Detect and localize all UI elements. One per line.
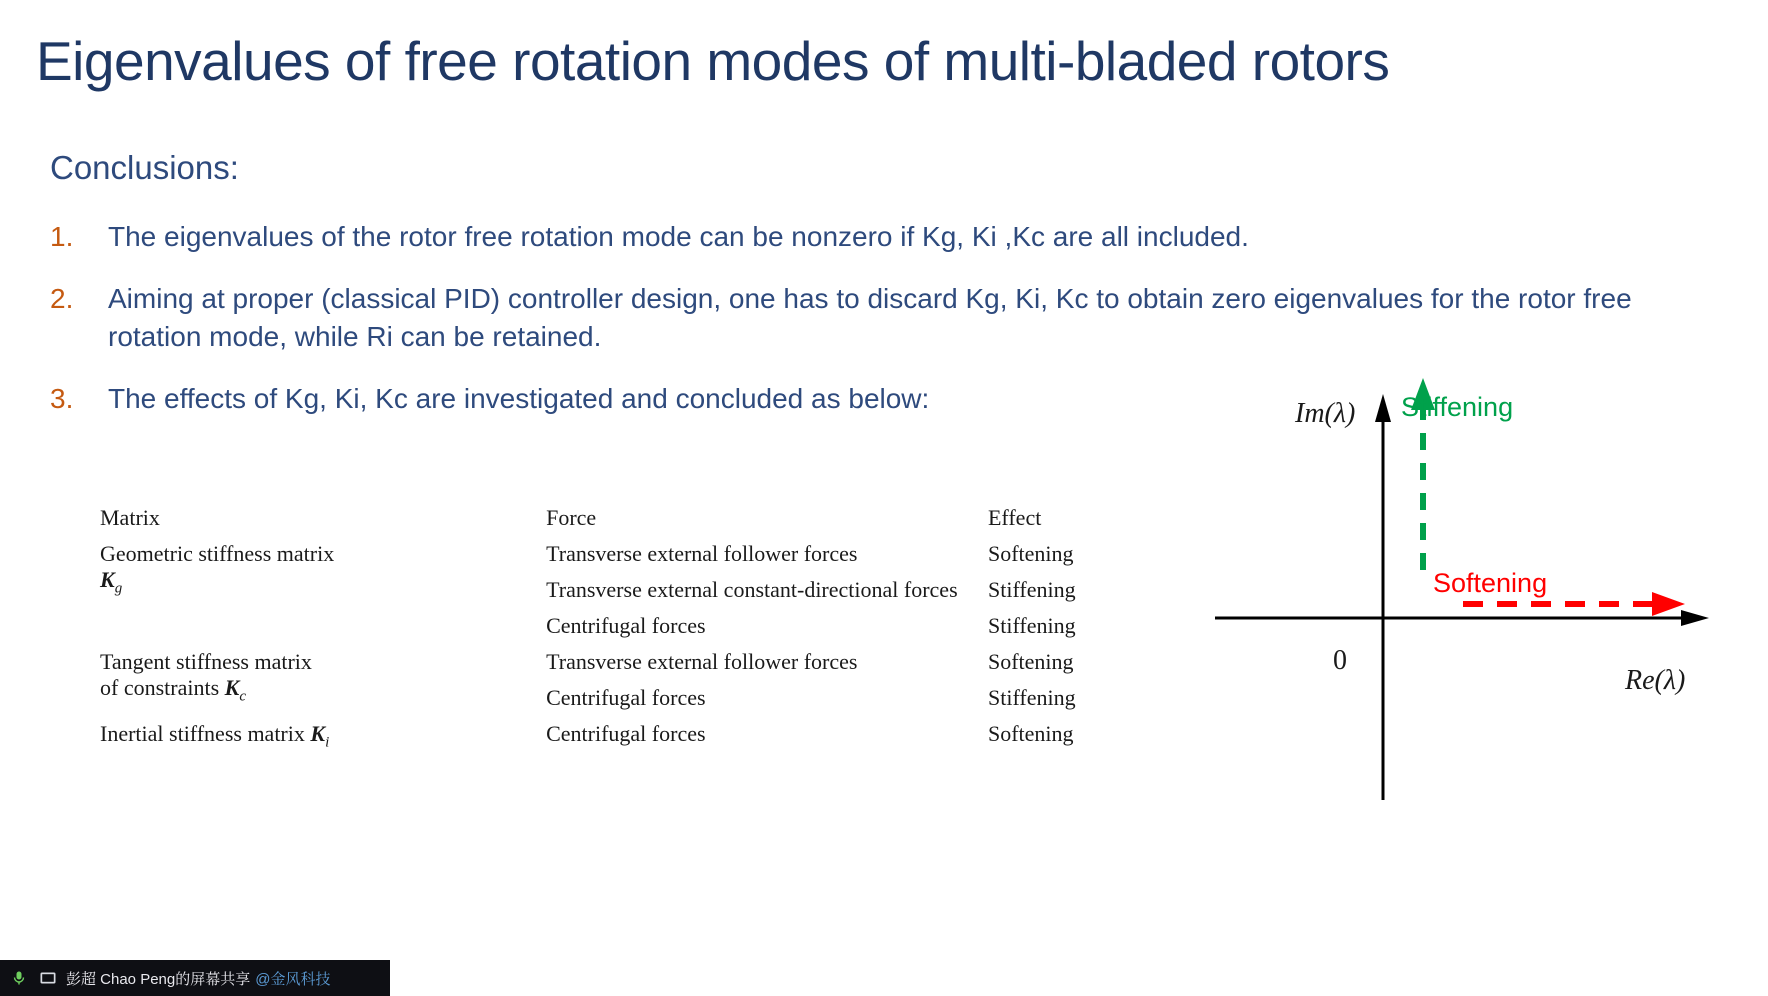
complex-plane-svg bbox=[1215, 370, 1735, 900]
share-org-label: @金风科技 bbox=[255, 970, 331, 988]
matrix-subscript: c bbox=[239, 688, 247, 705]
matrix-name-line2: of constraints bbox=[100, 675, 220, 700]
table-cell-effect: Softening bbox=[987, 649, 1074, 674]
matrix-symbol: K bbox=[100, 567, 115, 592]
table-header-row bbox=[90, 500, 1120, 536]
table-cell-force: Centrifugal forces bbox=[546, 685, 706, 710]
table-row bbox=[90, 536, 1120, 572]
table-cell-matrix bbox=[90, 644, 536, 716]
complex-plane-diagram bbox=[1215, 370, 1735, 900]
conclusion-text-2: Aiming at proper (classical PID) controller design, one has to discard Kg, Ki, Kc to obtain zero eigenvalues for the rotor free rotation mode, while Ri can be retained. bbox=[108, 283, 1632, 352]
table-header-effect: Effect bbox=[987, 505, 1042, 530]
matrix-name: Inertial stiffness matrix bbox=[100, 721, 305, 746]
screen-share-bar bbox=[0, 960, 390, 996]
table-cell-force: Centrifugal forces bbox=[546, 613, 706, 638]
table-cell-matrix bbox=[90, 716, 536, 756]
real-axis-label: Re(λ) bbox=[1625, 665, 1686, 696]
table-cell-force: Centrifugal forces bbox=[546, 721, 706, 746]
table-row bbox=[90, 644, 1120, 680]
matrix-symbol: K bbox=[224, 675, 240, 700]
table-row bbox=[90, 716, 1120, 756]
table-cell-effect: Stiffening bbox=[987, 577, 1076, 602]
table-cell-effect: Softening bbox=[987, 541, 1074, 566]
table-cell-matrix bbox=[90, 536, 536, 644]
table-cell-effect: Stiffening bbox=[987, 613, 1076, 638]
conclusion-number-1: 1. bbox=[50, 221, 74, 252]
page-title: Eigenvalues of free rotation modes of multi-bladed rotors bbox=[36, 30, 1390, 92]
stiffening-label: Stiffening bbox=[1401, 392, 1514, 422]
conclusions-heading: Conclusions: bbox=[50, 149, 239, 186]
screen-share-icon[interactable] bbox=[37, 967, 59, 989]
matrix-symbol: K bbox=[310, 721, 326, 746]
table-cell-effect: Softening bbox=[987, 721, 1074, 746]
microphone-icon[interactable] bbox=[8, 967, 30, 989]
table-header-matrix: Matrix bbox=[100, 505, 160, 530]
conclusion-text-1: The eigenvalues of the rotor free rotation mode can be nonzero if Kg, Ki ,Kc are all included. bbox=[108, 221, 1249, 252]
table-cell-force: Transverse external constant-directional forces bbox=[546, 577, 958, 602]
softening-label: Softening bbox=[1433, 568, 1548, 598]
table-cell-force: Transverse external follower forces bbox=[546, 649, 858, 674]
table-cell-force: Transverse external follower forces bbox=[546, 541, 858, 566]
matrix-subscript: g bbox=[114, 580, 123, 597]
effects-table bbox=[90, 500, 1120, 756]
imaginary-axis-label: Im(λ) bbox=[1295, 398, 1356, 429]
real-axis-arrow bbox=[1681, 610, 1709, 626]
softening-arrow-head bbox=[1652, 592, 1685, 616]
matrix-subscript: i bbox=[325, 734, 330, 751]
matrix-name: Tangent stiffness matrix bbox=[100, 649, 312, 674]
conclusion-number-3: 3. bbox=[50, 383, 74, 414]
origin-label: 0 bbox=[1333, 645, 1347, 676]
matrix-name: Geometric stiffness matrix bbox=[100, 541, 335, 566]
conclusion-number-2: 2. bbox=[50, 283, 74, 314]
imaginary-axis-arrow bbox=[1375, 394, 1391, 422]
conclusion-text-3: The effects of Kg, Ki, Kc are investigated and concluded as below: bbox=[108, 383, 930, 414]
table-cell-effect: Stiffening bbox=[987, 685, 1076, 710]
table-header-force: Force bbox=[546, 505, 597, 530]
share-presenter-label: 彭超 Chao Peng的屏幕共享 bbox=[66, 970, 251, 988]
